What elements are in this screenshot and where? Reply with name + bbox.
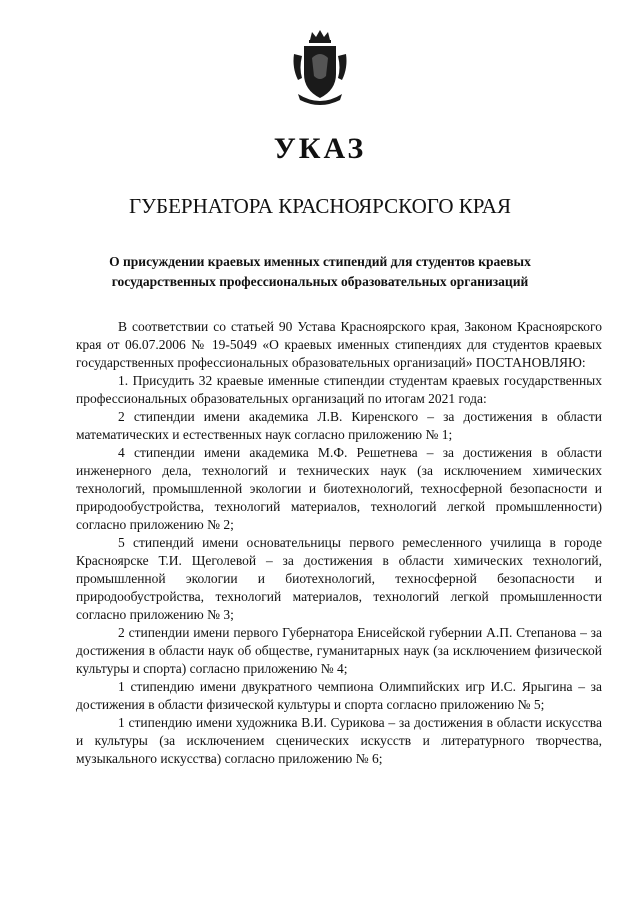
paragraph: 2 стипендии имени академика Л.В. Киренского – за достижения в области математических и естественных наук согласно приложению № 1; xyxy=(76,409,602,442)
paragraph: 2 стипендии имени первого Губернатора Енисейской губернии А.П. Степанова – за достижения в области наук об обществе, гуманитарных наук (за исключением физической культуры и спорта) согласно приложению № 4; xyxy=(76,625,602,676)
document-body xyxy=(76,318,602,768)
document-subtitle: ГУБЕРНАТОРА КРАСНОЯРСКОГО КРАЯ xyxy=(129,194,511,218)
paragraph: В соответствии со статьей 90 Устава Красноярского края, Законом Красноярского края от 06.07.2006 № 19-5049 «О краевых именных стипендиях для студентов краевых государственных профессиональных образовательных организаций» ПОСТАНОВЛЯЮ: xyxy=(76,319,602,370)
paragraph: 1 стипендию имени художника В.И. Сурикова – за достижения в области искусства и культуры (за исключением сценических искусств и литературного творчества, музыкального искусства) согласно приложению № 6; xyxy=(76,715,602,766)
paragraph: 1. Присудить 32 краевые именные стипендии студентам краевых государственных профессиональных образовательных организаций по итогам 2021 года: xyxy=(76,373,602,406)
paragraph: 5 стипендий имени основательницы первого ремесленного училища в городе Красноярске Т.И. Щеголевой – за достижения в области химических технологий, промышленной экологии и биотехнологий, техносферной безопасности и природообустройства, технологий материалов, технологий легкой промышленности согласно приложению № 3; xyxy=(76,535,602,622)
paragraph: 1 стипендию имени двукратного чемпиона Олимпийских игр И.С. Ярыгина – за достижения в области физической культуры и спорта согласно приложению № 5; xyxy=(76,679,602,712)
document-title: УКАЗ xyxy=(273,132,367,165)
paragraph: 4 стипендии имени академика М.Ф. Решетнева – за достижения в области инженерного дела, технологий и технических наук (за исключением химических технологий, промышленной экологии и биотехнологий, техносферной безопасности и природообустройства, технологий материалов, технологий легкой промышленности) согласно приложению № 2; xyxy=(76,445,602,532)
coat-of-arms-icon xyxy=(290,28,350,106)
document-heading: О присуждении краевых именных стипендий для студентов краевых государственных профессиональных образовательных организаций xyxy=(109,254,531,289)
